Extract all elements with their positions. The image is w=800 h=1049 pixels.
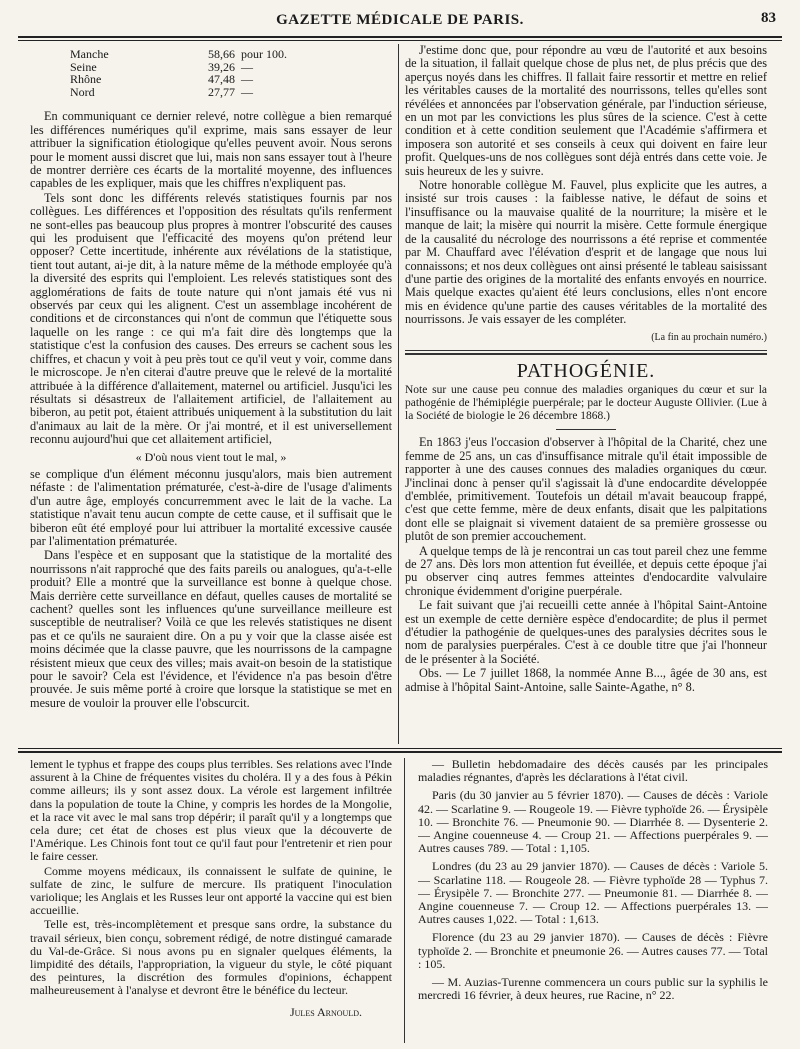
dept-name: Seine (70, 59, 97, 74)
bulletin-paris: Paris (du 30 janvier au 5 février 1870). — Causes de décès : Variole 42. — Scarlatine 9. — Rougeole 19. — Fièvre typhoïde 26. — Érysipèle 10. — Bronchite 76. — Pneumonie 90. — Diarrhée 8. — Dysenterie 2. — Angine couenneuse 4. — Croup 21. — Affections puerpérales 9. — Autres causes 789. — Total : 1,105. (418, 788, 768, 856)
column-divider (404, 758, 405, 1043)
paragraph: Notre honorable collègue M. Fauvel, plus explicite que les autres, a insisté sur trois causes : la faiblesse native, le défaut de soins et l'insuffisance ou la mauvaise qualité de la nourriture; la misère et le manque de lait; la misère qui nourrit la misère. Cette formule énergique de la causalité du nécrologe des nourrissons a été reprise et commentée par M. Chauffard avec l'élévation d'esprit et de langage que nous lui connaissons; et nos deux collègues ont ainsi présenté le tableau saisissant d'une partie des origines de la mortalité des enfants envoyés en nourrice. Mais quelque exactes qu'aient été leurs conclusions, elles n'ont encore mis en évidence qu'une partie des causes véritables de la mortalité des nourrissons. Je vais essayer de les compléter. (405, 178, 767, 327)
dept-name: Manche (70, 47, 109, 61)
column-divider (398, 44, 399, 744)
mortality-stats-table (70, 48, 392, 98)
section-title: PATHOGÉNIE. (516, 359, 656, 382)
paragraph: En communiquant ce dernier relevé, notre collègue a bien remarqué les différences numériques qu'il exprime, mais sans essayer de leur attribuer la signification étiologique qu'elles peuvent avoir. Nous serons pour le moment aussi discret que lui, mais non sans essayer tout à l'heure de montrer derrière ces écarts de la mortalité moyenne, des influences capables de les expliquer, mais que les chiffres n'expliquent pas. (30, 109, 392, 191)
lower-left-column (30, 758, 392, 1043)
lower-right-column (418, 758, 768, 1043)
quote: « D'où nous vient tout le mal, » (135, 449, 287, 464)
author-signature: Jules Arnould. (289, 1004, 362, 1019)
continuation-note: (La fin au prochain numéro.) (651, 331, 767, 343)
paragraph: se complique d'un élément méconnu jusqu'alors, mais bien autrement néfaste : de l'alimentation prématurée, c'est-à-dire de l'usage d'aliments d'un autre âge, employés concurremment avec le lait de la vache. La statistique n'avait tenu aucun compte de cette cause, et il suffisait que le biberon eût été employé pour lui attribuer la mortalité excessive causée par l'alimentation prématurée. (30, 466, 392, 548)
dept-value: 27,77 (208, 84, 235, 99)
paragraph: Dans l'espèce et en supposant que la statistique de la mortalité des nourrissons n'ait rapproché que des faits pareils ou analogues, qu'a-t-elle produit? Elle a montré que la surveillance est bonne à quelque chose. Mais derrière cette surveillance en défaut, quelles causes de mortalité se cachent? quelles sont les influences qu'une surveillance meilleure est susceptible de neutraliser? Voilà ce que les relevés statistiques ne disent pas et ce qu'ils ne sauraient dire. On a pu y voir que la classe aisée est moins décimée que la classe pauvre, que les nourrissons de la campagne résistent mieux que ceux des villes; mais avait-on besoin de la statistique pour le savoir? Cela est l'évidence, et l'évidence n'a pas besoin d'être prouvée. Je suis même porté à croire que lorsque la statistique se met en mesure de vouloir la prouver elle l'obscurcit. (30, 548, 392, 710)
page-divider-thick (18, 751, 782, 753)
upper-left-column (30, 44, 392, 744)
page-divider (18, 748, 782, 749)
announcement: — M. Auzias-Turenne commencera un cours public sur la syphilis le mercredi 16 février, à deux heures, rue Racine, n° 22. (418, 975, 768, 1003)
header-rule-thin (18, 40, 782, 41)
bulletin-londres: Londres (du 23 au 29 janvier 1870). — Causes de décès : Variole 5. — Scarlatine 118. — Rougeole 28. — Fièvre typhoïde 28 — Typhus 7. — Érysipèle 7. — Bronchite 277. — Pneumonie 81. — Diarrhée 8. — Angine couenneuse 7. — Croup 12. — Affections puerpérales 13. — Autres causes 1,022. — Total : 1,613. (418, 859, 768, 927)
stats-row (70, 73, 392, 86)
paragraph: Tels sont donc les différents relevés statistiques fournis par nos collègues. Les différences et l'opposition des résultats qu'ils renferment ne sont-elles pas beaucoup plus propres à montrer l'obscurité des causes qui les produisent que l'efficacité des moyens qu'on prétend leur opposer? Cette incertitude, inhérente aux révélations de la statistique, tient tout autant, ai-je dit, à la nature même de la méthode employée qu'à la diversité des esprits qui l'emploient. Les relevés statistiques sont des agglomérations de faits de toute nature qui n'ont jamais été vus ni observés par ceux qui les alignent. C'est un assemblage incohérent de conditions et de circonstances qui n'ont de commun que l'étiquette sous laquelle on les range : ce qui m'a fait dire dès longtemps que la statistique c'est la confusion des causes. Des erreurs se cachent sous les chiffres, et chacun y voit à peu près tout ce qu'il veut y voir, comme dans le microscope. Je n'en citerai d'autre preuve que le relevé de la mortalité attribuée à la différence d'allaitement, maternel ou artificiel. Jusqu'ici les résultats si désastreux de l'allaitement artificiel, de l'allaitement au biberon, au petit pot, étaient attribués uniquement à la substitution du lait d'animaux au lait de la mère. Or j'ai montré, et il est universellement reconnu aujourd'hui que cet allaitement artificiel, (30, 190, 392, 447)
dept-name: Rhône (70, 72, 102, 87)
dept-unit: — (241, 72, 253, 87)
bulletin-florence: Florence (du 23 au 29 janvier 1870). — Causes de décès : Fièvre typhoïde 2. — Bronchite et pneumonie 26. — Autres causes 77. — Total : 105. (418, 930, 768, 971)
dept-name: Nord (70, 84, 95, 99)
paragraph: En 1863 j'eus l'occasion d'observer à l'hôpital de la Charité, chez une femme de 25 ans, un cas d'insuffisance mitrale qu'il était impossible de rapporter à une des causes connues des maladies organiques du cœur. J'inclinai donc à penser qu'il s'agissait là d'une endocardite développée d'emblée, primitivement. Toutefois un détail m'avait beaucoup frappé, c'est que cette femme, mère de deux enfants, disait que les palpitations dont elle se plaignait si vivement dataient de sa première grossesse ou plutôt de son premier accouchement. (405, 435, 767, 544)
paragraph: J'estime donc que, pour répondre au vœu de l'autorité et aux besoins de la situation, il fallait quelque chose de plus net, de plus précis que des aperçus noyés dans les chiffres. Il fallait faire ressortir et mettre en relief les véritables causes de la mortalité des nourrissons, telles qu'elles sont révélées et annoncées par l'observation générale, par l'induction sérieuse, en un mot par les convictions les plus sûres de la science. C'est à cette condition et à cette condition seulement que l'Académie s'affirmera et imposera son autorité et ses conseils à ceux qui doivent en faire leur profit. Quelques-uns de nos collègues sont déjà entrés dans cette voie. Je suis heureux de les y suivre. (405, 44, 767, 178)
dept-unit: — (241, 84, 253, 99)
observation: Obs. — Le 7 juillet 1868, la nommée Anne B..., âgée de 30 ans, est admise à l'hôpital Saint-Antoine, salle Sainte-Agathe, n° 8. (405, 666, 767, 694)
dept-value: 39,26 (208, 59, 235, 74)
heading-rule (556, 429, 616, 430)
upper-right-column (405, 44, 767, 744)
paragraph: Le fait suivant que j'ai recueilli cette année à l'hôpital Saint-Antoine est un exemple de cette dernière espèce d'endocardite; de plus il permet d'étudier la pathogénie de quelques-unes des paralysies décrites sous le nom de paralysies puerpérales. C'est à ce double titre que j'ai l'honneur de le présenter à la Société. (405, 598, 767, 666)
paragraph: Comme moyens médicaux, ils connaissent le sulfate de quinine, le sulfate de zinc, le sulfure de mercure. Ils pratiquent l'inoculation variolique; les Anglais et les Russes leur ont apporté la vaccine qui est bien accueillie. (30, 863, 392, 918)
dept-unit: pour 100. (241, 47, 287, 61)
journal-title: GAZETTE MÉDICALE DE PARIS. (276, 12, 524, 28)
paragraph: A quelque temps de là je rencontrai un cas tout pareil chez une femme de 27 ans. Dès lors mon attention fut éveillée, et depuis cette époque j'ai pu observer cinq autres femmes atteintes d'endocardite valvulaire chronique évidemment d'origine puerpérale. (405, 543, 767, 598)
page-header (18, 8, 782, 34)
stats-row (70, 86, 392, 99)
header-rule (18, 36, 782, 38)
article-heading: Note sur une cause peu connue des maladies organiques du cœur et sur la pathogénie de l'hémiplégie puerpérale; par le docteur Auguste Ollivier. (Lue à la Société de biologie le 26 décembre 1868.) (405, 384, 767, 423)
paragraph: Telle est, très-incomplètement et presque sans ordre, la substance du travail sérieux, bien conçu, sobrement rédigé, de notre distingué camarade du Val-de-Grâce. Si nous avons pu en signaler quelques éléments, la limpidité des détails, l'appropriation, la vigueur du style, le côté piquant des peintures, la discrétion des formules d'opinions, échappent malheureusement à l'analyse et devront être le bénéfice du lecteur. (30, 917, 392, 998)
dept-value: 47,48 (208, 72, 235, 87)
stats-row (70, 48, 392, 61)
paragraph: lement le typhus et frappe des coups plus terribles. Ses relations avec l'Inde assurent à la Chine de fréquentes visites du choléra. Il y a des fous à Pékin comme ailleurs; ils y sont assez doux. La vérole est largement infiltrée dans la population de toute la Chine, y compris les hordes de la Mongolie, et la race vit avec le mal sans trop dépérir; il paraît qu'il y a longtemps que cela dure; cet état de choses est plus vieux que la découverte de l'Amérique. Les Chinois font tout ce qu'il faut pour l'entretenir et rien pour le faire cesser. (30, 758, 392, 864)
section-rule-thick (405, 353, 767, 355)
page-number: 83 (761, 10, 776, 26)
dept-value: 58,66 (208, 47, 235, 61)
bulletin-intro: — Bulletin hebdomadaire des décès causés par les principales maladies régnantes, d'après les déclarations à l'état civil. (418, 758, 768, 785)
dept-unit: — (241, 59, 253, 74)
section-rule (405, 350, 767, 351)
